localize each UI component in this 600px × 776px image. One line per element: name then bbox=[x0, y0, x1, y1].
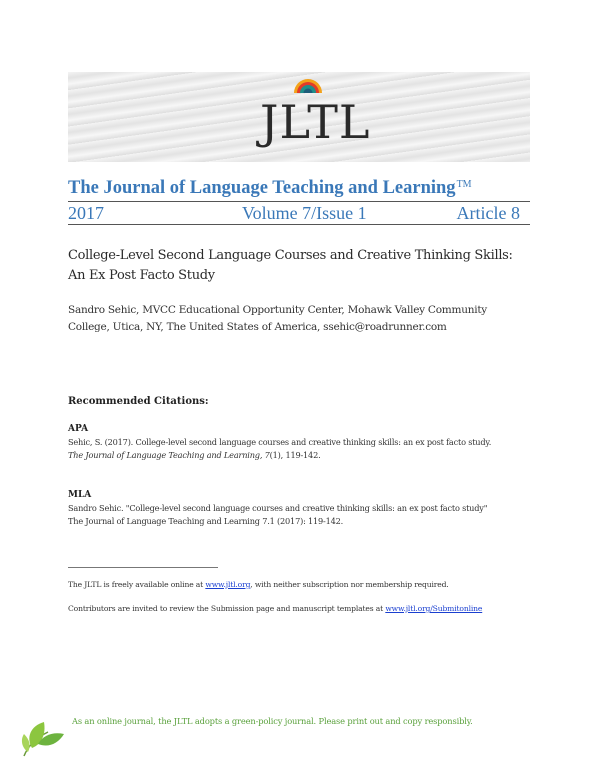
fan-icon bbox=[293, 78, 323, 93]
issue-year: 2017 bbox=[68, 203, 104, 223]
title-rule-top bbox=[68, 201, 530, 202]
article-title-line: College-Level Second Language Courses and Creative Thinking Skills: bbox=[68, 248, 513, 263]
apa-label: APA bbox=[68, 424, 89, 434]
citations-heading: Recommended Citations: bbox=[68, 396, 209, 407]
contributors-prefix: Contributors are invited to review the Submission page and manuscript templates at bbox=[68, 604, 386, 613]
title-rule-bottom bbox=[68, 224, 530, 225]
apa-citation bbox=[68, 436, 538, 462]
issue-volume: Volume 7/Issue 1 bbox=[242, 203, 367, 223]
availability-prefix: The JLTL is freely available online at bbox=[68, 580, 206, 589]
apa-journal-name: The Journal of Language Teaching and Learning, bbox=[68, 450, 263, 460]
issue-line bbox=[68, 203, 530, 225]
leaf-icon bbox=[18, 712, 66, 760]
contributors-note bbox=[68, 603, 538, 614]
article-title-line: An Ex Post Facto Study bbox=[68, 268, 215, 283]
author-line: Sandro Sehic, MVCC Educational Opportunity Center, Mohawk Valley Community bbox=[68, 304, 487, 316]
author-line: College, Utica, NY, The United States of America, ssehic@roadrunner.com bbox=[68, 321, 447, 333]
green-policy-note: As an online journal, the JLTL adopts a green-policy journal. Please print out and copy responsibly. bbox=[72, 716, 473, 726]
logo-wordmark: JLTL bbox=[260, 95, 371, 149]
footer-rule bbox=[68, 567, 218, 568]
mla-citation-line: The Journal of Language Teaching and Learning 7.1 (2017): 119-142. bbox=[68, 516, 344, 526]
mla-label: MLA bbox=[68, 490, 92, 500]
journal-title bbox=[68, 178, 538, 199]
trademark-mark: TM bbox=[456, 179, 472, 190]
availability-note bbox=[68, 579, 538, 590]
article-title bbox=[68, 246, 548, 286]
issue-article-number: Article 8 bbox=[456, 203, 520, 223]
apa-citation-line bbox=[68, 449, 538, 462]
submit-online-link[interactable]: www.jltl.org/Submitonline bbox=[385, 604, 483, 613]
jltl-website-link[interactable]: www.jltl.org bbox=[205, 580, 251, 589]
journal-banner bbox=[68, 72, 530, 162]
jltl-logo bbox=[260, 78, 371, 158]
apa-volume: 7 bbox=[264, 450, 270, 460]
apa-pages: (1), 119-142. bbox=[269, 450, 321, 460]
mla-citation-line: Sandro Sehic. "College-level second language courses and creative thinking skills: an ex post facto study" bbox=[68, 503, 488, 513]
author-affiliation bbox=[68, 302, 538, 336]
mla-citation bbox=[68, 502, 538, 528]
availability-suffix: , with neither subscription nor membership required. bbox=[250, 580, 449, 589]
apa-citation-line: Sehic, S. (2017). College-level second language courses and creative thinking skills: an ex post facto study. bbox=[68, 437, 492, 447]
journal-title-text: The Journal of Language Teaching and Learning bbox=[68, 178, 456, 198]
